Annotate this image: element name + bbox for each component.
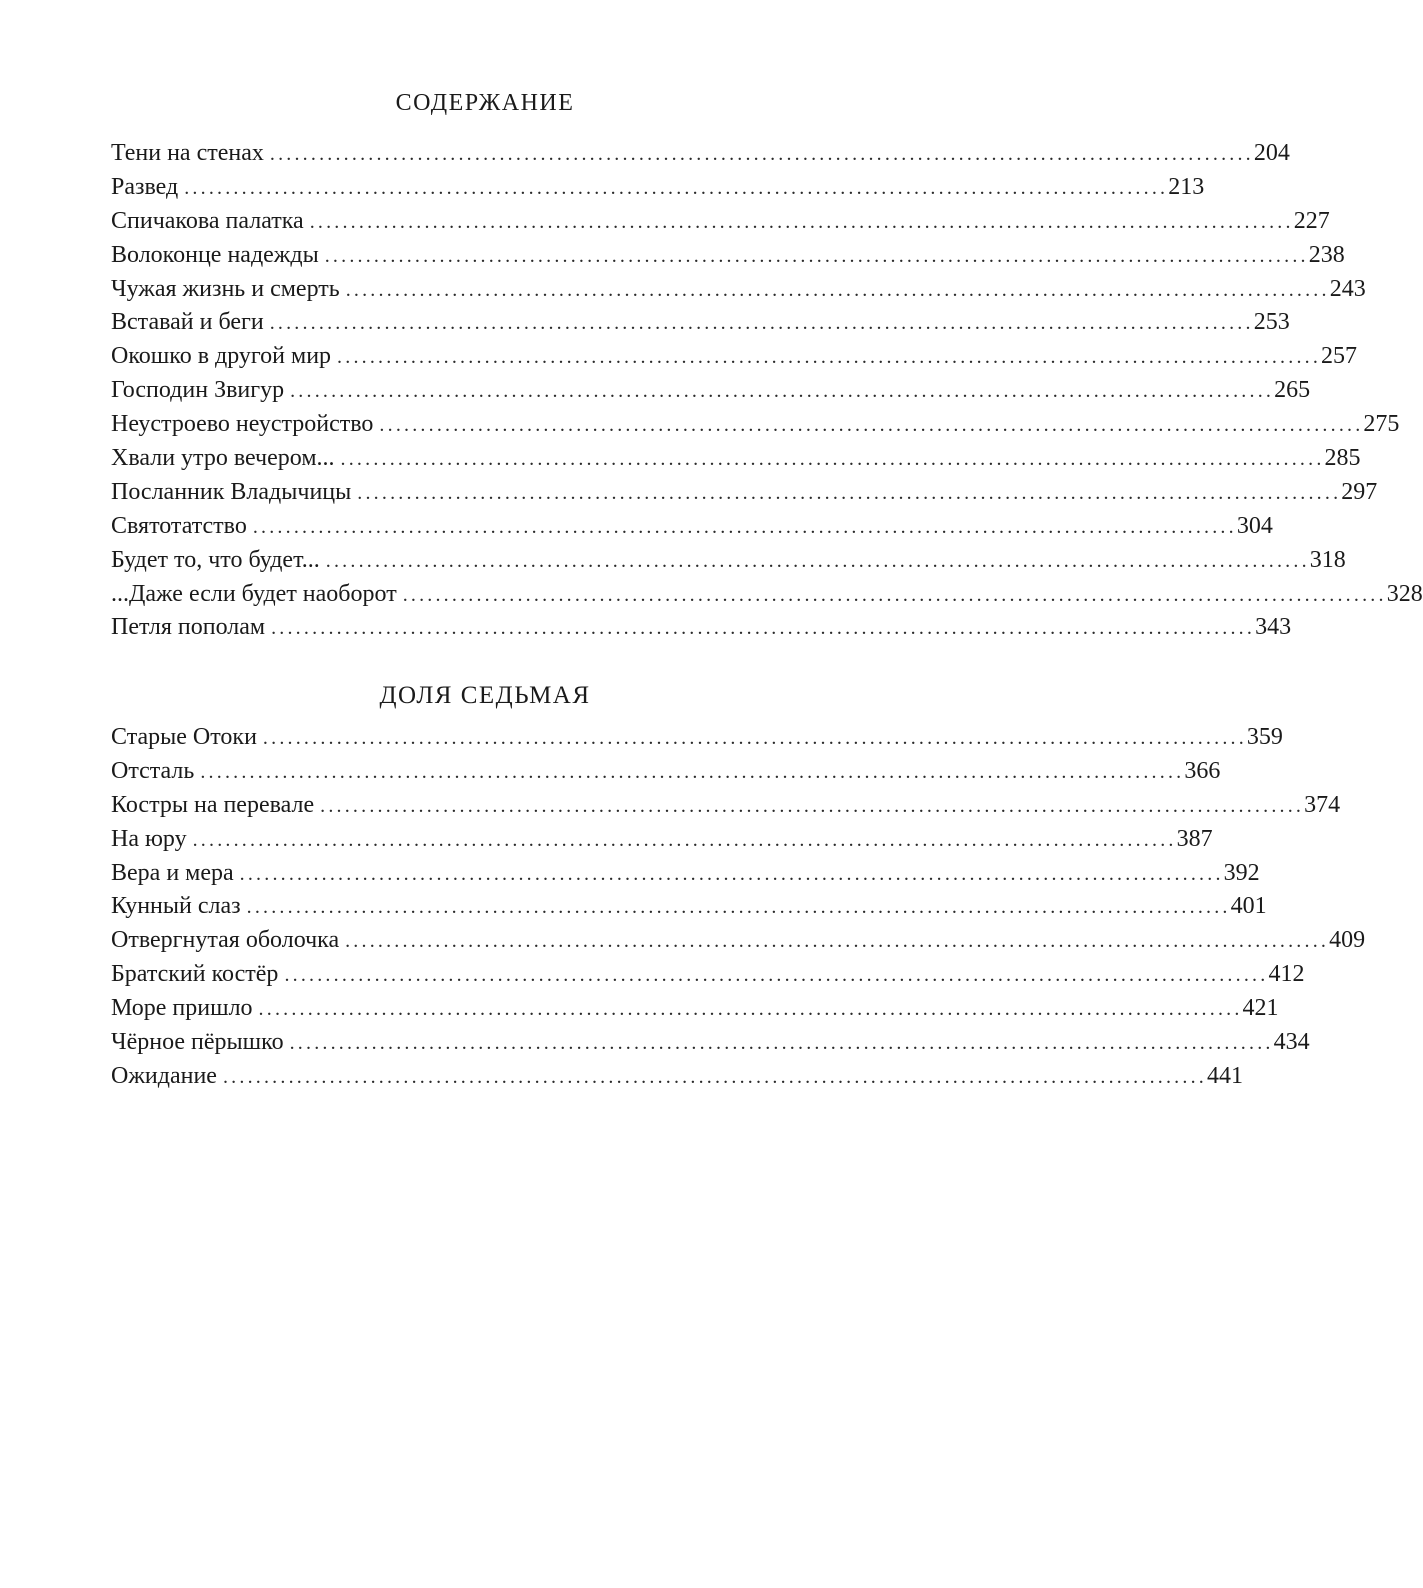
toc-entry-page-number: 204 — [1253, 140, 1290, 166]
dot-leader: ........................................................................................................................ — [239, 862, 1224, 885]
toc-entry-title: Спичакова палатка — [111, 207, 304, 234]
toc-entry — [111, 721, 1283, 755]
dot-leader: ........................................................................................................................ — [222, 1065, 1207, 1088]
toc-entry — [111, 306, 1290, 340]
toc-entry-page-number: 421 — [1242, 995, 1279, 1022]
toc-entry-title: Господин Звигур — [111, 377, 285, 404]
toc-entry-title: Отсталь — [111, 757, 195, 784]
toc-entry-title: Море пришло — [111, 995, 253, 1022]
dot-leader: ........................................................................................................................ — [200, 760, 1185, 783]
toc-entry — [111, 823, 1213, 857]
dot-leader: ........................................................................................................................ — [345, 278, 1330, 301]
toc-entry-title: Вера и мера — [111, 859, 234, 886]
toc-entry — [111, 374, 1311, 408]
toc-entry — [111, 755, 1221, 789]
toc-entry-title: Петля пополам — [111, 614, 266, 641]
toc-heading: СОДЕРЖАНИЕ — [395, 90, 575, 116]
toc-entry-page-number: 243 — [1329, 275, 1366, 302]
toc-entry-title: Кунный слаз — [111, 893, 241, 920]
toc-entry-page-number: 275 — [1363, 411, 1400, 438]
toc-entry — [111, 611, 1292, 645]
toc-entry-title: Святотатство — [111, 512, 247, 539]
dot-leader: ........................................................................................................................ — [340, 448, 1325, 471]
dot-leader: ........................................................................................................................ — [324, 244, 1309, 267]
dot-leader: ........................................................................................................................ — [337, 346, 1322, 369]
toc-entry-page-number: 328 — [1386, 580, 1423, 607]
toc-entry-title: Отвергнутая оболочка — [111, 927, 340, 954]
toc-entry-page-number: 387 — [1176, 825, 1213, 852]
toc-entry-page-number: 213 — [1168, 173, 1205, 200]
dot-leader: ........................................................................................................................ — [345, 930, 1330, 953]
dot-leader: ........................................................................................................................ — [289, 1032, 1274, 1055]
dot-leader: ........................................................................................................................ — [402, 583, 1387, 606]
toc-entry-page-number: 366 — [1184, 757, 1221, 784]
toc-entry — [111, 958, 1305, 992]
toc-entry — [111, 924, 1366, 958]
toc-entry — [111, 544, 1346, 578]
dot-leader: ........................................................................................................................ — [271, 617, 1256, 640]
toc-entry-title: Вставай и беги — [111, 309, 264, 336]
toc-entry-page-number: 297 — [1341, 478, 1378, 505]
toc-entry-title: На юру — [111, 825, 187, 852]
toc-entry — [111, 239, 1345, 273]
toc-entry — [111, 273, 1366, 307]
toc-entry-title: Волоконце надежды — [111, 241, 319, 268]
toc-entry — [111, 205, 1330, 239]
dot-leader: ........................................................................................................................ — [269, 143, 1254, 165]
toc-entry-title: Братский костёр — [111, 961, 279, 988]
toc-entry-title: Окошко в другой мир — [111, 343, 332, 370]
toc-entry — [111, 476, 1378, 510]
dot-leader: ........................................................................................................................ — [246, 896, 1231, 919]
toc-entry — [111, 890, 1267, 924]
dot-leader: ........................................................................................................................ — [252, 515, 1237, 538]
part-heading: ДОЛЯ СЕДЬМАЯ — [379, 682, 591, 709]
dot-leader: ........................................................................................................................ — [192, 828, 1177, 851]
toc-entry-page-number: 253 — [1253, 309, 1290, 336]
toc-entry-page-number: 285 — [1324, 445, 1361, 472]
toc-entry — [111, 992, 1279, 1026]
toc-entry-title: Посланник Владычицы — [111, 478, 352, 505]
dot-leader: ........................................................................................................................ — [258, 998, 1243, 1021]
toc-entry-page-number: 227 — [1293, 207, 1330, 234]
toc-entry-page-number: 343 — [1255, 614, 1292, 641]
toc-entry-page-number: 304 — [1236, 512, 1273, 539]
toc-entry-title: Будет то, что будет... — [111, 546, 320, 573]
dot-leader: ........................................................................................................................ — [262, 727, 1247, 749]
toc-entry — [111, 1060, 1243, 1094]
toc-entry-page-number: 359 — [1246, 724, 1283, 750]
dot-leader: ........................................................................................................................ — [284, 964, 1269, 987]
toc-entry-title: Тени на стенах — [111, 140, 264, 166]
toc-entry-title: Развед — [111, 173, 179, 200]
toc-entry-page-number: 265 — [1274, 377, 1311, 404]
toc-entry-page-number: 374 — [1304, 791, 1341, 818]
toc-entry — [111, 578, 1423, 612]
toc-entry-title: ...Даже если будет наоборот — [111, 580, 397, 607]
toc-entry-page-number: 409 — [1329, 927, 1366, 954]
toc-entry-page-number: 441 — [1206, 1062, 1243, 1089]
toc-entry — [111, 137, 1290, 171]
toc-list-section-one — [111, 137, 1423, 645]
toc-entry-title: Костры на перевале — [111, 791, 315, 818]
toc-entry-page-number: 434 — [1273, 1029, 1310, 1056]
toc-entry-title: Хвали утро вечером... — [111, 445, 335, 472]
toc-entry-page-number: 412 — [1268, 961, 1305, 988]
toc-entry-page-number: 392 — [1223, 859, 1260, 886]
dot-leader: ........................................................................................................................ — [269, 312, 1254, 335]
toc-entry — [111, 857, 1260, 891]
toc-entry — [111, 408, 1400, 442]
toc-entry — [111, 510, 1273, 544]
toc-entry-title: Чужая жизнь и смерть — [111, 275, 340, 302]
dot-leader: ........................................................................................................................ — [320, 794, 1305, 817]
toc-entry — [111, 789, 1341, 823]
dot-leader: ........................................................................................................................ — [309, 210, 1294, 233]
toc-entry-page-number: 238 — [1308, 241, 1345, 268]
dot-leader: ........................................................................................................................ — [290, 380, 1275, 403]
toc-entry-page-number: 257 — [1321, 343, 1358, 370]
dot-leader: ........................................................................................................................ — [184, 176, 1169, 199]
toc-entry — [111, 442, 1361, 476]
toc-entry — [111, 171, 1205, 205]
dot-leader: ........................................................................................................................ — [325, 549, 1310, 572]
toc-entry-title: Старые Отоки — [111, 724, 257, 750]
toc-entry-title: Ожидание — [111, 1062, 217, 1089]
toc-list-section-two — [111, 721, 1366, 1094]
toc-entry — [111, 1026, 1310, 1060]
dot-leader: ........................................................................................................................ — [379, 414, 1364, 437]
toc-entry-page-number: 318 — [1309, 546, 1346, 573]
toc-entry — [111, 340, 1358, 374]
toc-entry-page-number: 401 — [1230, 893, 1267, 920]
dot-leader: ........................................................................................................................ — [357, 481, 1342, 504]
toc-entry-title: Неустроево неустройство — [111, 411, 374, 438]
toc-entry-title: Чёрное пёрышко — [111, 1029, 284, 1056]
